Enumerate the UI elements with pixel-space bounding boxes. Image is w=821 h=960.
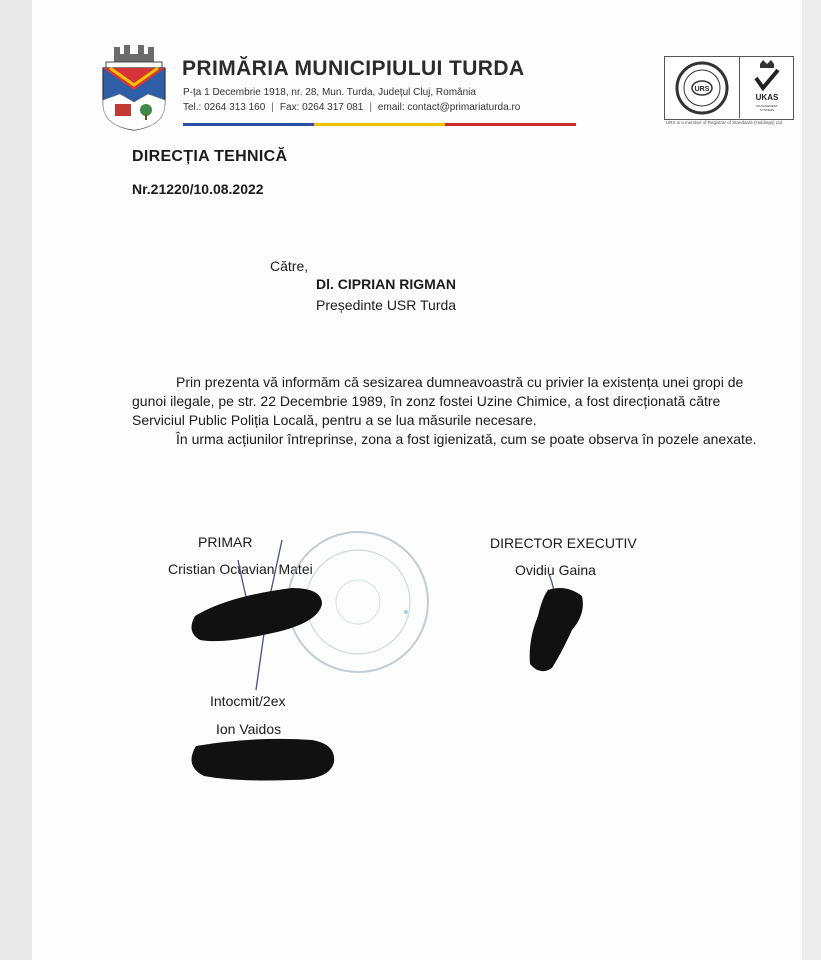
svg-text:URS: URS (694, 86, 710, 93)
recipient-name: Dl. CIPRIAN RIGMAN (316, 276, 456, 292)
executive-director-name: Ovidiu Gaina (515, 562, 596, 578)
urs-certification-seal-icon (668, 60, 736, 116)
contact-separator: | (369, 102, 372, 113)
body-paragraph-2: În urma acțiunilor întreprinse, zona a fost igienizată, cum se poate observa în pozele anexate. (176, 431, 757, 447)
svg-text:UKAS: UKAS (755, 93, 779, 102)
tricolor-bar-blue (183, 123, 314, 126)
certification-divider (739, 56, 740, 118)
tricolor-bar-red (445, 123, 576, 126)
contact-separator: | (271, 102, 274, 113)
prepared-by-name: Ion Vaidos (216, 721, 282, 737)
fax-number: Fax: 0264 317 081 (279, 102, 364, 113)
ukas-accreditation-mark-icon (744, 58, 790, 118)
coat-of-arms-logo (100, 44, 168, 132)
phone-number: Tel.: 0264 313 160 (183, 102, 266, 113)
mayor-title: PRIMAR (198, 534, 253, 550)
svg-text:MANAGEMENT: MANAGEMENT (756, 104, 778, 108)
page-edge (802, 0, 821, 960)
prepared-by-label: Intocmit/2ex (210, 693, 286, 709)
institution-name: PRIMĂRIA MUNICIPIULUI TURDA (182, 57, 525, 80)
tricolor-bar-yellow (314, 123, 445, 126)
body-paragraph-1: Prin prezenta vă informăm că sesizarea dumneavoastră cu privier la existența unei gropi de gunoi ilegale, pe str. 22 Decembrie 1989, în zonz fostei Uzine Chimice, a fost direcționată către Serviciul Public Poliția Locală, pentru a se lua măsurile necesare. (132, 374, 744, 428)
mayor-name: Cristian Octavian Matei (168, 561, 313, 577)
letter-body (132, 373, 772, 449)
registration-number: Nr.21220/10.08.2022 (132, 181, 264, 197)
email-address: email: contact@primariaturda.ro (377, 102, 521, 113)
recipient-role: Președinte USR Turda (316, 297, 457, 313)
executive-director-title: DIRECTOR EXECUTIV (490, 535, 637, 551)
institution-address: P-ța 1 Decembrie 1918, nr. 28, Mun. Turda, Județul Cluj, România (183, 87, 476, 98)
certification-note: URS is a member of Registrar of Standards (Holdings) Ltd (666, 120, 783, 125)
contact-line (183, 102, 520, 113)
recipient-salutation: Către, (270, 258, 309, 274)
letter-page (32, 0, 802, 960)
svg-text:SYSTEMS: SYSTEMS (759, 108, 775, 112)
department-name: DIRECȚIA TEHNICĂ (132, 148, 288, 165)
